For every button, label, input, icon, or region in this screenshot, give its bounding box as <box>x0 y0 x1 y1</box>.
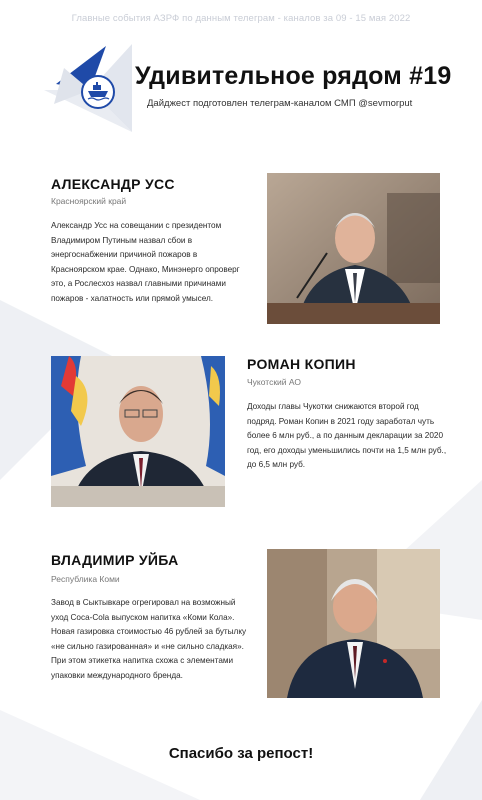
photo-kopin <box>51 356 225 507</box>
person-region-uss: Красноярский край <box>51 196 127 206</box>
person-text-uyba: Завод в Сыктывкаре огрегировал на возможный уход Coca-Cola выпуском напитка «Коми Кола». Новая газировка стоимостью 46 рублей за бутылку «не сильно газированная» и «не сильно сладкая». При этом этикетка напитка схожа с элементами упаковки международного бренда. <box>51 598 247 680</box>
photo-uss <box>267 173 440 324</box>
person-region-kopin: Чукотский АО <box>247 377 301 387</box>
thanks-for-repost: Спасибо за репост! <box>168 745 314 762</box>
digest-period-note: Главные события АЗРФ по данным телеграм - каналов за 09 - 15 мая 2022 <box>71 13 411 24</box>
icebreaker-ship-icon <box>81 75 115 109</box>
person-name-uss: АЛЕКСАНДР УСС <box>51 176 175 192</box>
channel-logo <box>44 44 136 136</box>
page-title: Удивительное рядом #19 <box>135 62 452 90</box>
person-region-uyba: Республика Коми <box>51 574 120 584</box>
person-name-kopin: РОМАН КОПИН <box>247 356 356 372</box>
person-name-uyba: ВЛАДИМИР УЙБА <box>51 552 179 568</box>
person-text-uss: Александр Усс на совещании с президентом Владимиром Путиным назвал сбои в энергоснабжении причиной пожаров в Красноярском крае. Однако, Минэнерго опроверг это, а Рослесхоз назвал главными причинами пожаров - халатность или прямой умысел. <box>51 221 240 303</box>
photo-uyba <box>267 549 440 698</box>
person-text-kopin: Доходы главы Чукотки снижаются второй год подряд. Роман Копин в 2021 году заработал чуть более 6 млн руб., а по данным декларации за 2020 год, его доходы уменьшились почти на 1,5 млн руб., до 6,5 млн руб. <box>247 402 447 469</box>
page-subtitle: Дайджест подготовлен телеграм-каналом СМП @sevmorput <box>147 98 413 109</box>
